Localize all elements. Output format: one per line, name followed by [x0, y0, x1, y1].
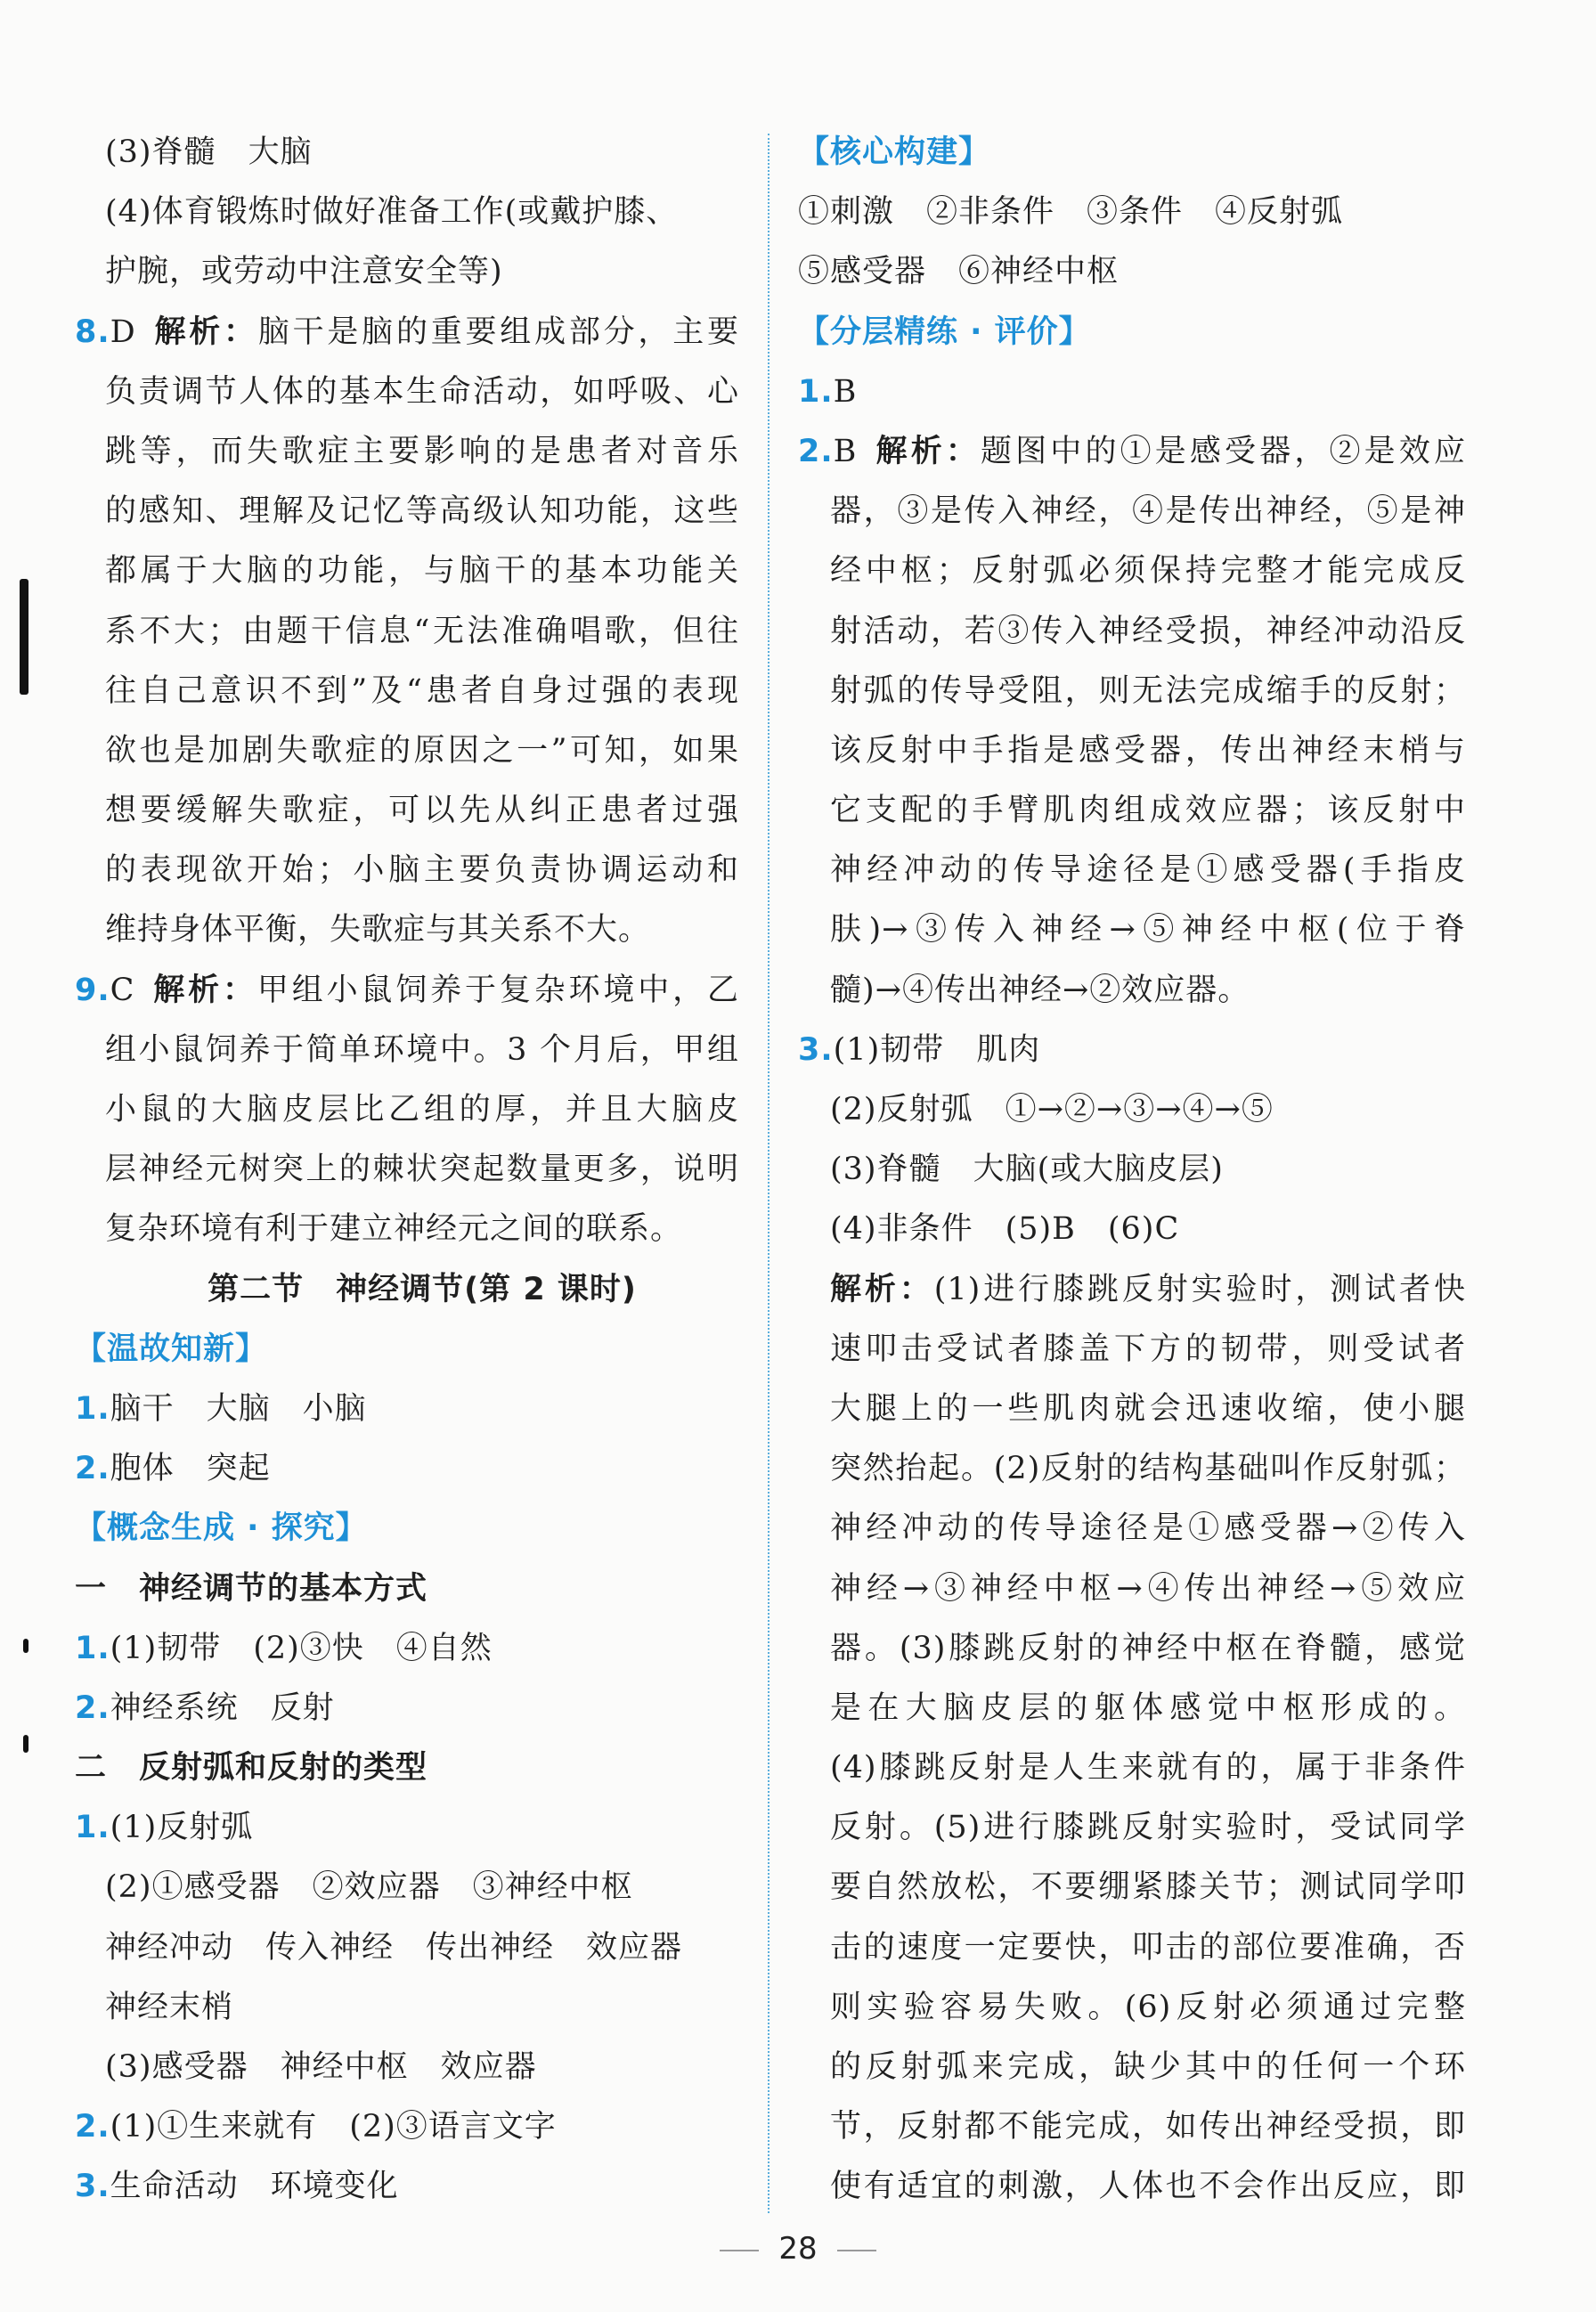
- analysis-line: 神经→③神经中枢→④传出神经→⑤效应: [830, 1570, 1466, 1607]
- answer-item: [75, 2097, 739, 2157]
- analysis-line: 往自己意识不到”及“患者自身过强的表现: [105, 672, 739, 709]
- question-number: 1.: [75, 1630, 110, 1666]
- answer-item: [75, 1679, 739, 1738]
- analysis-line: 经中枢；反射弧必须保持完整才能完成反: [830, 553, 1466, 590]
- answer-line: 神经冲动 传入神经 传出神经 效应器: [105, 1929, 683, 1966]
- answer-line: (2)①感受器 ②效应器 ③神经中枢: [105, 1869, 633, 1906]
- analysis-text: 脑干是脑的重要组成部分，主要: [257, 313, 739, 350]
- analysis-line: 要自然放松，不要绷紧膝关节；测试同学叩: [830, 1869, 1466, 1906]
- answer-line: (3)感受器 神经中枢 效应器: [105, 2049, 537, 2085]
- scan-mark: [23, 1735, 28, 1753]
- analysis-line: 它支配的手臂肌肉组成效应器；该反射中: [830, 793, 1466, 829]
- analysis-line: 系不大；由题干信息“无法准确唱歌，但往: [105, 613, 739, 649]
- analysis-line: 组小鼠饲养于简单环境中。3 个月后，甲组: [105, 1031, 739, 1068]
- analysis-line: 大腿上的一些肌肉就会迅速收缩，使小腿: [830, 1390, 1466, 1427]
- analysis-line: 器。(3)膝跳反射的神经中枢在脊髓，感觉: [830, 1630, 1466, 1666]
- answer-letter: B: [833, 433, 858, 469]
- question-9: [75, 961, 739, 1021]
- analysis-line: 的表现欲开始；小脑主要负责协调运动和: [105, 852, 739, 889]
- answer-line: 护腕，或劳动中注意安全等): [105, 254, 503, 290]
- scan-mark: [23, 1639, 28, 1653]
- answer-text: 脑干 大脑 小脑: [110, 1390, 367, 1427]
- question-number: 9.: [75, 972, 110, 1008]
- answer-letter: D: [110, 313, 136, 350]
- answer-line: (4)体育锻炼时做好准备工作(或戴护膝、: [105, 194, 679, 231]
- answer-text: (1)①生来就有 (2)③语言文字: [110, 2109, 557, 2145]
- analysis-line: 神经冲动的传导途径是①感受器→②传入: [830, 1510, 1466, 1547]
- section-heading: 【分层精练 · 评价】: [798, 313, 1091, 350]
- answer-line: ⑤感受器 ⑥神经中枢: [798, 254, 1120, 290]
- answer-text: 神经系统 反射: [110, 1689, 335, 1726]
- analysis-line: (4)膝跳反射是人生来就有的，属于非条件: [830, 1750, 1466, 1787]
- question-number: 2.: [75, 2109, 110, 2145]
- analysis-line: 使有适宜的刺激，人体也不会作出反应，即: [830, 2169, 1466, 2205]
- answer-line: ①刺激 ②非条件 ③条件 ④反射弧: [798, 194, 1344, 231]
- analysis-line: 神经冲动的传导途径是①感受器(手指皮: [830, 852, 1466, 889]
- answer-item: [75, 1439, 739, 1499]
- question-number: 3.: [75, 2169, 110, 2205]
- section-heading: 【温故知新】: [75, 1331, 268, 1367]
- analysis-line: 速叩击受试者膝盖下方的韧带，则受试者: [830, 1331, 1466, 1367]
- subsection-heading: 二 反射弧和反射的类型: [75, 1750, 428, 1787]
- analysis-text: 甲组小鼠饲养于复杂环境中，乙: [256, 972, 739, 1008]
- analysis-line: 都属于大脑的功能，与脑干的基本功能关: [105, 553, 739, 590]
- analysis-line: 突然抬起。(2)反射的结构基础叫作反射弧；: [830, 1451, 1466, 1487]
- section-heading: 【核心构建】: [798, 134, 991, 170]
- answer-text: (1)反射弧: [110, 1810, 254, 1846]
- column-divider: [768, 134, 770, 2213]
- analysis-line: 节，反射都不能完成，如传出神经受损，即: [830, 2109, 1466, 2145]
- answer-item: [75, 1619, 739, 1679]
- section-heading: 【概念生成 · 探究】: [75, 1510, 368, 1547]
- analysis-line: 的反射弧来完成，缺少其中的任何一个环: [830, 2049, 1466, 2085]
- analysis-label: 解析：: [873, 433, 981, 469]
- analysis-line: 小鼠的大脑皮层比乙组的厚，并且大脑皮: [105, 1092, 739, 1128]
- question-3: [798, 1021, 1466, 1080]
- answer-item: [75, 2157, 739, 2217]
- analysis-line: 想要缓解失歌症，可以先从纠正患者过强: [105, 793, 739, 829]
- analysis-line: 击的速度一定要快，叩击的部位要准确，否: [830, 1929, 1466, 1966]
- analysis-line: 是在大脑皮层的躯体感觉中枢形成的。: [830, 1689, 1466, 1726]
- answer-line: (3)脊髓 大脑: [105, 134, 313, 170]
- analysis-label: 解析：: [830, 1271, 934, 1307]
- question-number: 1.: [798, 373, 834, 410]
- analysis-line: 射活动，若③传入神经受损，神经冲动沿反: [830, 613, 1466, 649]
- analysis-line: 射弧的传导受阻，则无法完成缩手的反射；: [830, 672, 1466, 709]
- analysis-text: 题图中的①是感受器，②是效应: [981, 433, 1466, 469]
- answer-line: (2)反射弧 ①→②→③→④→⑤: [830, 1092, 1274, 1128]
- analysis-text: (1)进行膝跳反射实验时，测试者快: [933, 1271, 1466, 1307]
- analysis-line: 则实验容易失败。(6)反射必须通过完整: [830, 1989, 1466, 2025]
- answer-text: (1)韧带 (2)③快 ④自然: [110, 1630, 493, 1666]
- analysis-line: 欲也是加剧失歌症的原因之一”可知，如果: [105, 732, 739, 769]
- answer-letter: C: [110, 972, 135, 1008]
- page-number: 28: [778, 2231, 818, 2267]
- section-title: 第二节 神经调节(第 2 课时): [208, 1271, 637, 1307]
- question-number: 3.: [798, 1031, 834, 1068]
- scan-mark: [20, 579, 28, 695]
- question-number: 2.: [75, 1689, 110, 1726]
- analysis-line: 负责调节人体的基本生命活动，如呼吸、心: [105, 373, 739, 410]
- answer-text: 生命活动 环境变化: [110, 2169, 399, 2205]
- analysis-line: 跳等，而失歌症主要影响的是患者对音乐: [105, 433, 739, 469]
- answer-line: (4)非条件 (5)B (6)C: [830, 1211, 1180, 1248]
- question-number: 8.: [75, 313, 110, 350]
- analysis-line: 维持身体平衡，失歌症与其关系不大。: [105, 912, 651, 948]
- analysis-line: 肤)→③传入神经→⑤神经中枢(位于脊: [830, 912, 1466, 948]
- question-number: 2.: [798, 433, 834, 469]
- analysis-line: 层神经元树突上的棘状突起数量更多，说明: [105, 1152, 739, 1188]
- footer-rule: [720, 2250, 759, 2251]
- answer-line: (3)脊髓 大脑(或大脑皮层): [830, 1152, 1224, 1188]
- analysis-line: 的感知、理解及记忆等高级认知功能，这些: [105, 493, 739, 530]
- question-8: [75, 303, 739, 362]
- analysis-line: 髓)→④传出神经→②效应器。: [830, 972, 1250, 1008]
- question-1: [798, 362, 1466, 422]
- analysis-line: [798, 1260, 1466, 1320]
- question-number: 2.: [75, 1451, 110, 1487]
- answer-item: [75, 1380, 739, 1439]
- analysis-line: 复杂环境有利于建立神经元之间的联系。: [105, 1211, 683, 1248]
- analysis-label: 解析：: [151, 972, 257, 1008]
- analysis-label: 解析：: [151, 313, 258, 350]
- analysis-line: 器，③是传入神经，④是传出神经，⑤是神: [830, 493, 1466, 530]
- answer-letter: B: [833, 373, 858, 410]
- question-2: [798, 422, 1466, 482]
- answer-item: [75, 1798, 739, 1858]
- subsection-heading: 一 神经调节的基本方式: [75, 1570, 428, 1607]
- analysis-line: 该反射中手指是感受器，传出神经末梢与: [830, 732, 1466, 769]
- answer-text: (1)韧带 肌肉: [833, 1031, 1041, 1068]
- footer-rule: [837, 2250, 876, 2251]
- question-number: 1.: [75, 1390, 110, 1427]
- answer-text: 胞体 突起: [110, 1451, 271, 1487]
- question-number: 1.: [75, 1810, 110, 1846]
- right-column: [798, 123, 1466, 2218]
- page-footer: [0, 2231, 1596, 2267]
- left-column: [75, 123, 739, 2218]
- answer-line: 神经末梢: [105, 1989, 234, 2025]
- analysis-line: 反射。(5)进行膝跳反射实验时，受试同学: [830, 1810, 1466, 1846]
